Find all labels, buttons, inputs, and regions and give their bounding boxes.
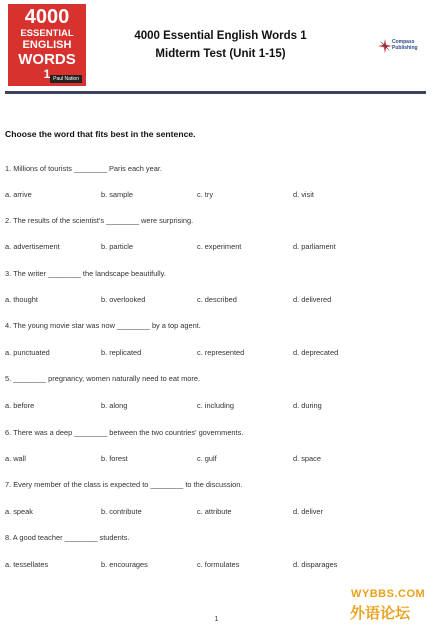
option-8b: b. encourages <box>101 560 148 569</box>
option-6c: c. gulf <box>197 454 217 463</box>
option-3a: a. thought <box>5 295 38 304</box>
instruction: Choose the word that fits best in the sentence. <box>5 129 196 139</box>
option-5d: d. during <box>293 401 322 410</box>
watermark-text: 外语论坛 <box>350 605 411 622</box>
publisher-logo <box>378 38 428 54</box>
option-6d: d. space <box>293 454 321 463</box>
option-2d: d. parliament <box>293 242 336 251</box>
option-7b: b. contribute <box>101 507 142 516</box>
cover-line-3: ENGLISH <box>22 38 72 51</box>
cover-line-5: 1 <box>43 66 51 81</box>
cover-line-2: ESSENTIAL <box>20 28 74 39</box>
page-number: 1 <box>214 616 219 623</box>
option-8d: d. disparages <box>293 560 338 569</box>
option-1b: b. sample <box>101 190 134 199</box>
option-4a: a. punctuated <box>5 348 50 357</box>
question-1: 1. Millions of tourists ________ Paris each year. <box>5 164 162 173</box>
document-title: 4000 Essential English Words 1 <box>134 30 307 42</box>
book-cover <box>8 4 86 86</box>
option-1d: d. visit <box>293 190 314 199</box>
question-5: 5. ________ pregnancy, women naturally need to eat more. <box>5 374 201 383</box>
option-8a: a. tessellates <box>5 560 49 569</box>
option-7c: c. attribute <box>197 507 232 516</box>
header-divider <box>5 91 426 94</box>
question-4: 4. The young movie star was now ________ by a top agent. <box>5 321 201 330</box>
question-7: 7. Every member of the class is expected to ________ to the discussion. <box>5 480 243 489</box>
option-2a: a. advertisement <box>5 242 60 251</box>
option-4c: c. represented <box>197 348 245 357</box>
option-5a: a. before <box>5 401 35 410</box>
watermark-site: WYBBS.COM <box>351 588 426 600</box>
option-5b: b. along <box>101 401 128 410</box>
document-subtitle: Midterm Test (Unit 1-15) <box>155 48 286 60</box>
option-5c: c. including <box>197 401 234 410</box>
option-4d: d. deprecated <box>293 348 339 357</box>
compass-star-icon <box>378 39 392 53</box>
option-1c: c. try <box>197 190 214 199</box>
publisher-name-1: Compass <box>392 39 415 45</box>
option-3d: d. delivered <box>293 295 332 304</box>
publisher-name-2: Publishing <box>392 45 418 51</box>
option-2b: b. particle <box>101 242 134 251</box>
cover-author: Paul Nation <box>50 75 82 83</box>
cover-line-4: WORDS <box>18 50 76 68</box>
option-8c: c. formulates <box>197 560 240 569</box>
option-3b: b. overlooked <box>101 295 146 304</box>
question-2: 2. The results of the scientist's ________ were surprising. <box>5 216 194 225</box>
option-7a: a. speak <box>5 507 33 516</box>
question-6: 6. There was a deep ________ between the two countries' governments. <box>5 428 244 437</box>
option-3c: c. described <box>197 295 237 304</box>
option-6a: a. wall <box>5 454 26 463</box>
question-3: 3. The writer ________ the landscape beautifully. <box>5 269 166 278</box>
option-6b: b. forest <box>101 454 128 463</box>
question-8: 8. A good teacher ________ students. <box>5 533 130 542</box>
option-7d: d. deliver <box>293 507 323 516</box>
option-1a: a. arrive <box>5 190 32 199</box>
option-4b: b. replicated <box>101 348 142 357</box>
cover-line-1: 4000 <box>24 6 70 28</box>
option-2c: c. experiment <box>197 242 242 251</box>
